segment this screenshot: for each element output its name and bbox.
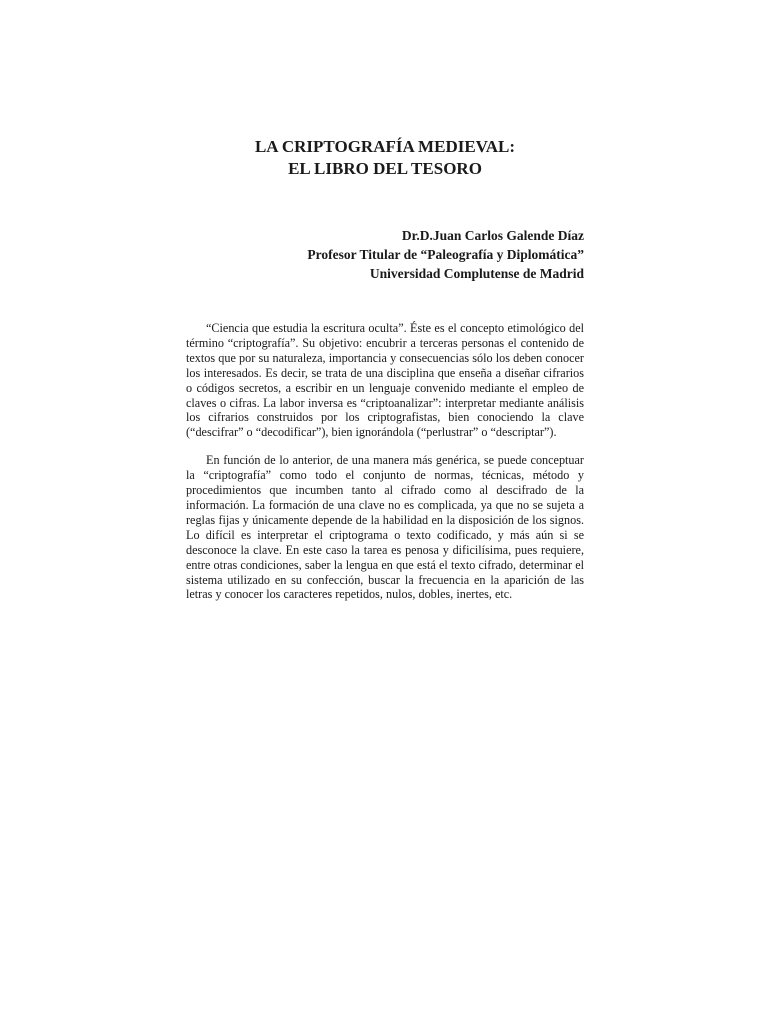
title-line-2: EL LIBRO DEL TESORO: [288, 159, 482, 178]
title-line-1: LA CRIPTOGRAFÍA MEDIEVAL:: [254, 137, 516, 156]
document-page: [186, 136, 584, 615]
body-text: [186, 321, 584, 602]
paragraph-1: “Ciencia que estudia la escritura oculta”. Éste es el concepto etimológico del término “criptografía”. Su objetivo: encubrir a terceras personas el contenido de textos que por su naturaleza, importancia y consecuencias sólo los deben conocer los interesados. Es decir, se trata de una disciplina que enseña a diseñar cifrarios o códigos secretos, a escribir en un lenguaje convenido mediante el empleo de claves o cifras. La labor inversa es “criptoanalizar”: interpretar mediante análisis los cifrarios construidos por los criptografistas, bien conociendo la clave (“descifrar” o “decodificar”), bien ignorándola (“perlustrar” o “descriptar”).: [186, 321, 584, 440]
author-name: Dr.D.Juan Carlos Galende Díaz: [401, 228, 584, 243]
paragraph-2: En función de lo anterior, de una manera más genérica, se puede conceptuar la “criptografía” como todo el conjunto de normas, técnicas, método y procedimientos que incumben tanto al cifrado como al descifrado de la información. La formación de una clave no es complicada, ya que no se sujeta a reglas fijas y únicamente depende de la habilidad en la disposición de los signos. Lo difícil es interpretar el criptograma o texto codificado, y más aún si se desconoce la clave. En este caso la tarea es penosa y dificilísima, pues requiere, entre otras condiciones, saber la lengua en que está el texto cifrado, determinar el sistema utilizado en su confección, buscar la frecuencia en la aparición de las letras y conocer los caracteres repetidos, nulos, dobles, inertes, etc.: [186, 453, 584, 602]
document-title: [186, 136, 584, 180]
author-institution: Universidad Complutense de Madrid: [369, 266, 584, 281]
author-block: [186, 226, 584, 283]
author-position: Profesor Titular de “Paleografía y Diplomática”: [307, 247, 584, 262]
